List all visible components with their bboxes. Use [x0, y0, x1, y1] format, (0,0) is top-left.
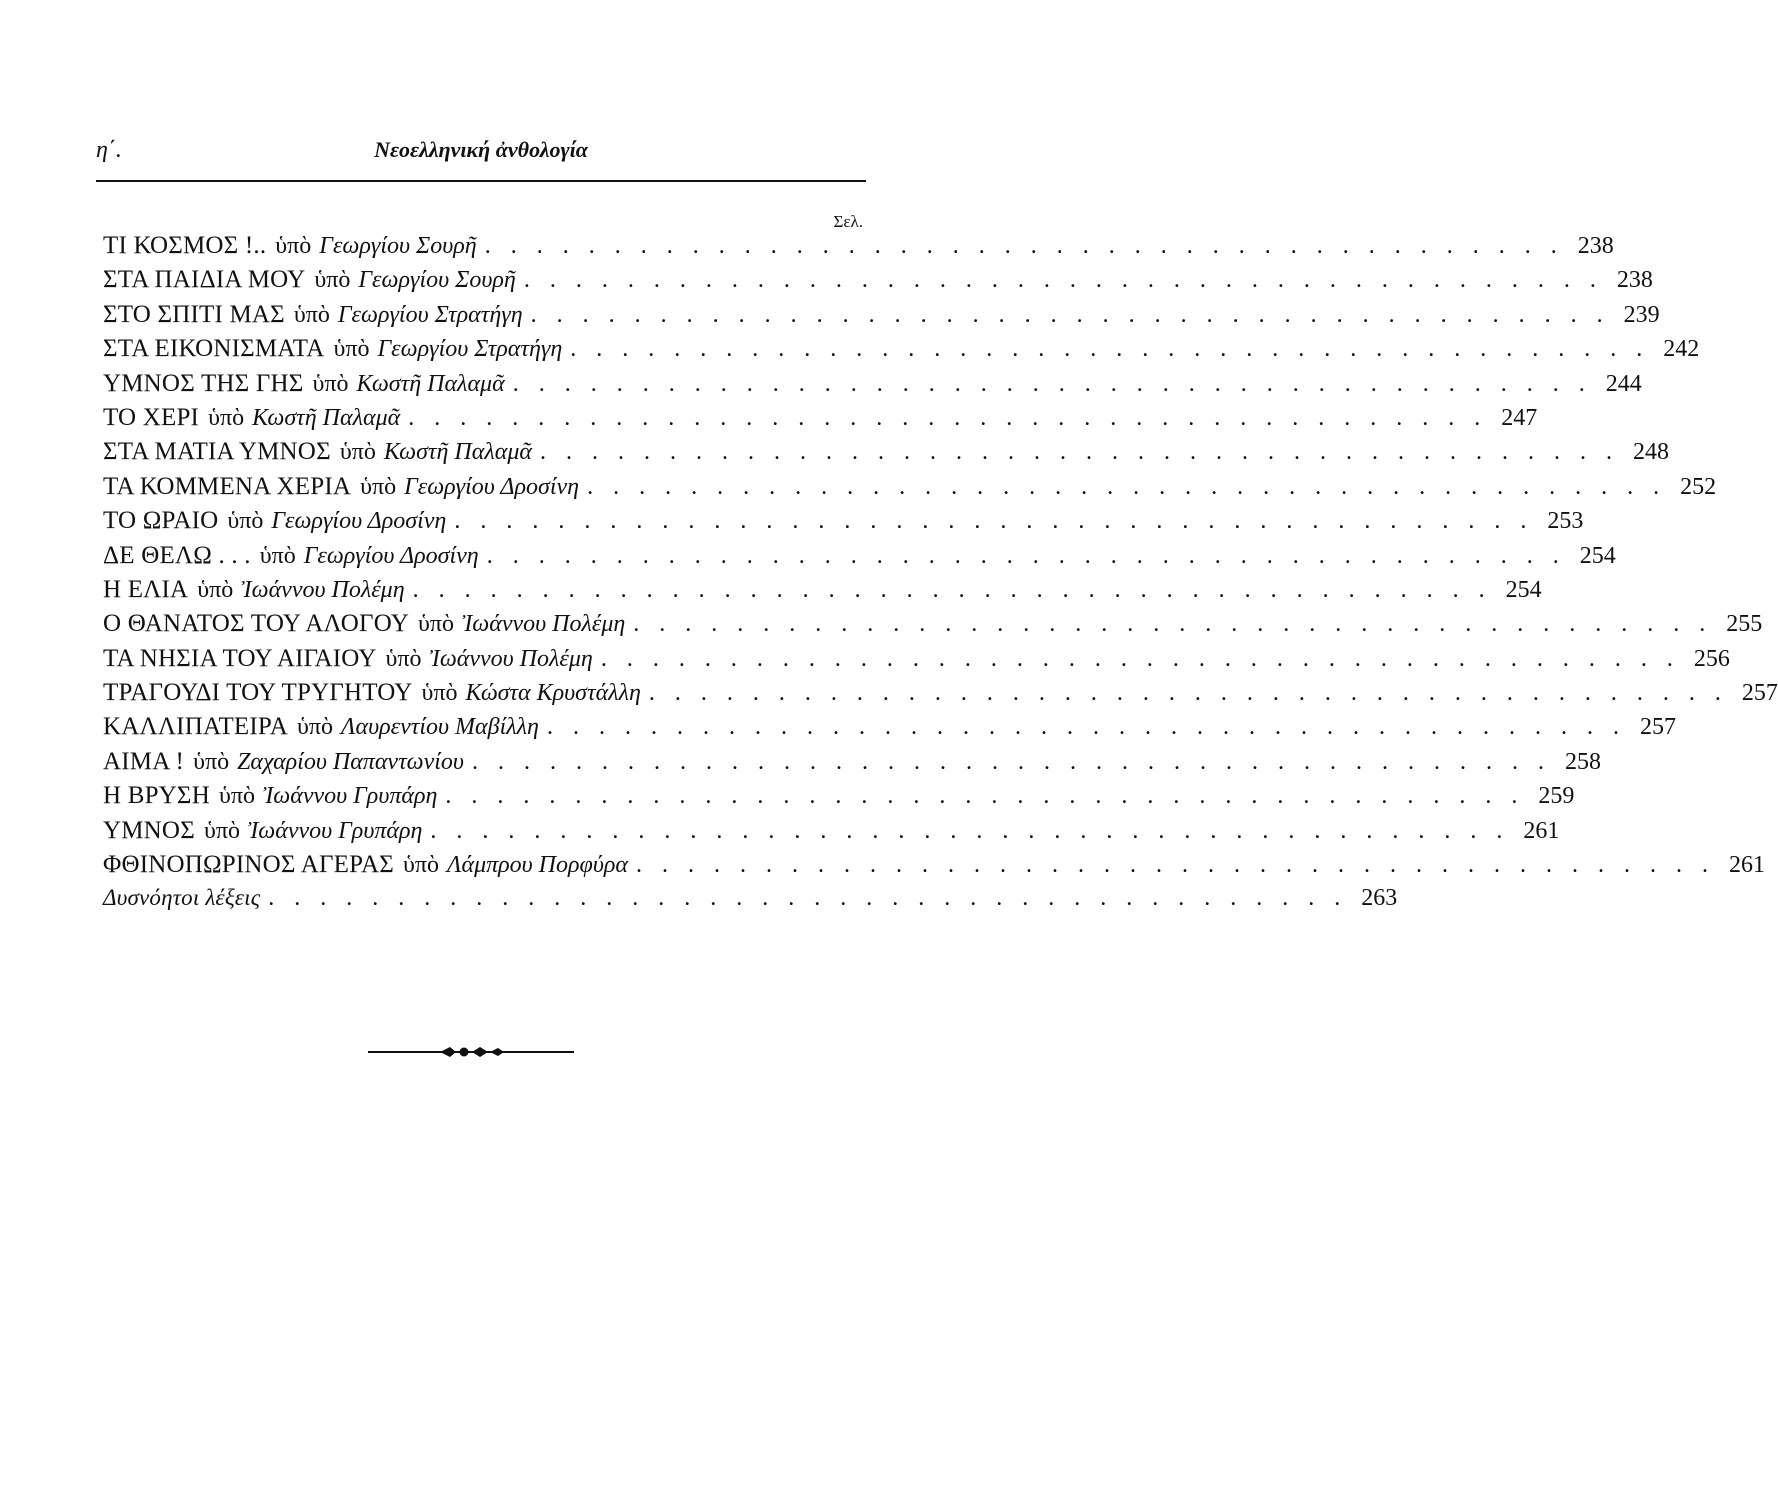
toc-entry-page: 261 [1728, 852, 1765, 879]
toc-entry [103, 816, 1560, 851]
header-rule [96, 180, 866, 182]
toc-entry [103, 851, 1765, 885]
toc-entry [103, 747, 1601, 782]
toc-entry [103, 266, 1653, 300]
running-title: Νεοελληνική ἀνθολογία [374, 137, 588, 162]
dot-leader: . . . . . . . . . . . . . . . . . . . . . . . . . . . . . . . . . . . . . . . . . . [635, 852, 1715, 879]
toc-entry-title: ΦΘΙΝΟΠΩΡΙΝΟΣ ΑΓΕΡΑΣ [103, 851, 394, 879]
toc-entry-by: ὑπὸ [293, 301, 330, 328]
toc-entry [103, 438, 1669, 472]
dot-leader: . . . . . . . . . . . . . . . . . . . . . . . . . . . . . . . . . . . . . . . . . . [546, 714, 1626, 741]
dot-leader: . . . . . . . . . . . . . . . . . . . . . . . . . . . . . . . . . . . . . . . . . . [523, 267, 1603, 294]
toc-entry [103, 713, 1676, 747]
table-of-contents [103, 232, 1778, 920]
toc-entry-title: ΣΤΑ ΕΙΚΟΝΙΣΜΑΤΑ [103, 335, 325, 363]
toc-entry-title: Ο ΘΑΝΑΤΟΣ ΤΟΥ ΑΛΟΓΟΥ [103, 610, 409, 638]
dot-leader: . . . . . . . . . . . . . . . . . . . . . . . . . . . . . . . . . . . . . . . . . . [484, 233, 1564, 259]
toc-entry [103, 403, 1538, 438]
toc-entry-title: ΤΑ ΝΗΣΙΑ ΤΟΥ ΑΙΓΑΙΟΥ [103, 644, 377, 672]
toc-entry-author: Λαυρεντίου Μαβίλλη [341, 714, 539, 741]
toc-entry-by: ὑπὸ [333, 336, 370, 363]
dot-leader: . . . . . . . . . . . . . . . . . . . . . . . . . . . . . . . . . . . . . . . . . . [268, 885, 1348, 912]
toc-entry-title: ΚΑΛΛΙΠΑΤΕΙΡΑ [103, 713, 289, 741]
dot-leader: . . . . . . . . . . . . . . . . . . . . . . . . . . . . . . . . . . . . . . . . . . [454, 508, 1534, 535]
toc-entry-by: ὑπὸ [402, 852, 439, 879]
dot-leader: . . . . . . . . . . . . . . . . . . . . . . . . . . . . . . . . . . . . . . . . . . [486, 542, 1566, 569]
toc-entry [103, 232, 1614, 266]
toc-entry-by: ὑπὸ [297, 714, 334, 741]
toc-entry-author: Ἰωάννου Γρυπάρη [262, 783, 438, 810]
toc-entry-page: 242 [1663, 336, 1700, 363]
toc-entry-page: 257 [1639, 714, 1676, 741]
dot-leader: . . . . . . . . . . . . . . . . . . . . . . . . . . . . . . . . . . . . . . . . . . [408, 404, 1488, 431]
toc-entry-by: ὑπὸ [385, 645, 422, 672]
toc-entry [103, 885, 1398, 919]
dot-leader: . . . . . . . . . . . . . . . . . . . . . . . . . . . . . . . . . . . . . . . . . . [587, 473, 1667, 500]
toc-entry-author: Κωστῆ Παλαμᾶ [356, 370, 505, 397]
toc-entry-title: ΥΜΝΟΣ ΤΗΣ ΓΗΣ [103, 369, 304, 397]
toc-entry-author: Γεωργίου Στρατήγη [337, 301, 523, 328]
dot-leader: . . . . . . . . . . . . . . . . . . . . . . . . . . . . . . . . . . . . . . . . . . [412, 576, 1492, 603]
toc-entry-page: 256 [1693, 645, 1730, 672]
toc-entry-page: 258 [1564, 748, 1601, 775]
toc-entry [103, 679, 1778, 713]
toc-entry-by: ὑπὸ [227, 508, 264, 535]
toc-entry-by: ὑπὸ [312, 370, 349, 397]
toc-entry-title: Η ΒΡΥΣΗ [103, 782, 210, 810]
toc-entry-title: Η ΕΛΙΑ [103, 575, 189, 603]
toc-entry-page: 252 [1680, 473, 1717, 500]
toc-entry-page: 238 [1616, 267, 1653, 294]
toc-entry-title: Δυσνόητοι λέξεις [103, 885, 261, 911]
toc-entry-author: Γεωργίου Σουρῆ [319, 233, 477, 259]
dot-leader: . . . . . . . . . . . . . . . . . . . . . . . . . . . . . . . . . . . . . . . . . . [445, 783, 1525, 810]
toc-entry-author: Γεωργίου Στρατήγη [377, 336, 563, 363]
toc-entry-author: Ἰωάννου Πολέμη [429, 645, 593, 672]
toc-entry-title: ΤΙ ΚΟΣΜΟΣ !.. [103, 232, 267, 259]
toc-entry-page: 239 [1623, 301, 1660, 328]
toc-entry-author: Λάμπρου Πορφύρα [446, 852, 628, 879]
toc-entry-title: ΑΙΜΑ ! [103, 747, 185, 775]
page-number: η΄. [96, 137, 122, 163]
toc-entry-by: ὑπὸ [417, 611, 454, 638]
toc-entry-author: Ἰωάννου Γρυπάρη [247, 817, 423, 844]
toc-entry-author: Ζαχαρίου Παπαντωνίου [237, 748, 464, 775]
toc-entry-author: Γεωργίου Σουρῆ [358, 267, 516, 294]
toc-entry-by: ὑπὸ [197, 576, 234, 603]
toc-entry [103, 300, 1660, 335]
dot-leader: . . . . . . . . . . . . . . . . . . . . . . . . . . . . . . . . . . . . . . . . . . [648, 680, 1728, 707]
toc-entry-page: 247 [1501, 404, 1538, 431]
toc-entry-title: ΣΤΟ ΣΠΙΤΙ ΜΑΣ [103, 300, 285, 328]
toc-entry [103, 782, 1575, 816]
toc-entry-by: ὑπὸ [275, 233, 312, 259]
dot-leader: . . . . . . . . . . . . . . . . . . . . . . . . . . . . . . . . . . . . . . . . . . [540, 439, 1619, 466]
toc-entry-page: 253 [1547, 508, 1584, 535]
toc-entry-author: Ἰωάννου Πολέμη [241, 576, 405, 603]
toc-entry-author: Κώστα Κρυστάλλη [465, 680, 641, 707]
toc-entry-title: ΤΡΑΓΟΥΔΙ ΤΟΥ ΤΡΥΓΗΤΟΥ [103, 679, 413, 707]
toc-entry-by: ὑπὸ [259, 542, 296, 569]
toc-entry-page: 255 [1726, 611, 1763, 638]
toc-entry-page: 257 [1741, 680, 1778, 707]
dot-leader: . . . . . . . . . . . . . . . . . . . . . . . . . . . . . . . . . . . . . . . . . . [530, 301, 1610, 328]
toc-entry-page: 238 [1577, 233, 1614, 259]
toc-entry-page: 244 [1605, 370, 1642, 397]
toc-entry-by: ὑπὸ [421, 680, 458, 707]
toc-entry-page: 254 [1505, 576, 1542, 603]
toc-entry-by: ὑπὸ [218, 783, 255, 810]
toc-entry [103, 369, 1642, 404]
ornament-divider [368, 1040, 574, 1064]
toc-entry-title: ΔΕ ΘΕΛΩ . . . [103, 541, 251, 569]
toc-entry [103, 507, 1584, 541]
toc-entry-by: ὑπὸ [339, 439, 376, 466]
toc-entry-page: 259 [1538, 783, 1575, 810]
dot-leader: . . . . . . . . . . . . . . . . . . . . . . . . . . . . . . . . . . . . . . . . . . [570, 336, 1650, 363]
toc-entry-page: 254 [1579, 542, 1616, 569]
toc-entry-author: Κωστῆ Παλαμᾶ [252, 404, 401, 431]
dot-leader: . . . . . . . . . . . . . . . . . . . . . . . . . . . . . . . . . . . . . . . . . . [633, 611, 1713, 638]
toc-entry-by: ὑπὸ [208, 404, 245, 431]
dot-leader: . . . . . . . . . . . . . . . . . . . . . . . . . . . . . . . . . . . . . . . . . . [471, 748, 1551, 775]
toc-entry-page: 263 [1361, 885, 1398, 912]
toc-entry [103, 644, 1730, 679]
page-header [96, 137, 866, 171]
toc-entry [103, 472, 1717, 507]
toc-entry-page: 248 [1633, 439, 1669, 466]
page-column-label: Σελ. [833, 212, 863, 231]
dot-leader: . . . . . . . . . . . . . . . . . . . . . . . . . . . . . . . . . . . . . . . . . . [600, 645, 1680, 672]
dot-leader: . . . . . . . . . . . . . . . . . . . . . . . . . . . . . . . . . . . . . . . . . . [430, 817, 1510, 844]
toc-entry-by: ὑπὸ [314, 267, 351, 294]
toc-entry-page: 261 [1523, 817, 1560, 844]
toc-entry-author: Κωστῆ Παλαμᾶ [383, 439, 532, 466]
toc-entry [103, 541, 1616, 576]
toc-entry [103, 575, 1542, 610]
toc-entry-author: Γεωργίου Δροσίνη [404, 473, 580, 500]
toc-entry-author: Γεωργίου Δροσίνη [271, 508, 447, 535]
toc-entry-author: Ἰωάννου Πολέμη [461, 611, 626, 638]
toc-entry-title: ΤΟ ΧΕΡΙ [103, 403, 200, 431]
toc-entry-title: ΤΑ ΚΟΜΜΕΝΑ ΧΕΡΙΑ [103, 472, 352, 500]
toc-entry [103, 610, 1763, 644]
toc-entry-title: ΣΤΑ ΠΑΙΔΙΑ ΜΟΥ [103, 266, 306, 294]
toc-entry-by: ὑπὸ [360, 473, 397, 500]
toc-entry-title: ΣΤΑ ΜΑΤΙΑ ΥΜΝΟΣ [103, 438, 331, 466]
toc-entry [103, 335, 1700, 369]
toc-entry-author: Γεωργίου Δροσίνη [303, 542, 479, 569]
toc-entry-title: ΤΟ ΩΡΑΙΟ [103, 507, 219, 535]
dot-leader: . . . . . . . . . . . . . . . . . . . . . . . . . . . . . . . . . . . . . . . . . . [512, 370, 1592, 397]
toc-entry-by: ὑπὸ [203, 817, 240, 844]
toc-entry-by: ὑπὸ [193, 748, 230, 775]
toc-entry-title: ΥΜΝΟΣ [103, 816, 195, 844]
